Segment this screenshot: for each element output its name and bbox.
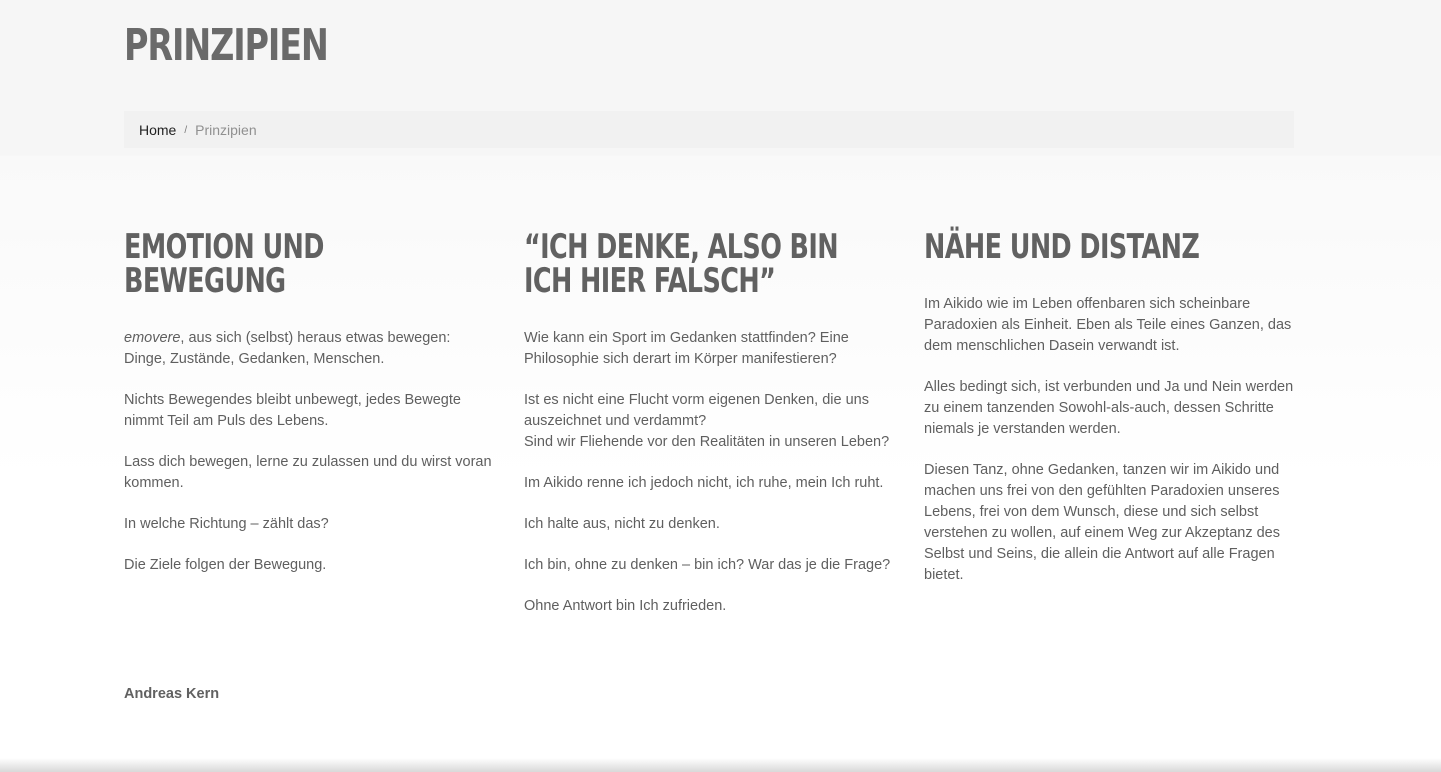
column-paragraph: Wie kann ein Sport im Gedanken stattfinden? Eine Philosophie sich derart im Körper manifestieren? — [524, 330, 849, 367]
column-paragraph: Nichts Bewegendes bleibt unbewegt, jedes Bewegte nimmt Teil am Puls des Lebens. — [124, 392, 461, 429]
column-paragraph: Im Aikido wie im Leben offenbaren sich scheinbare Paradoxien als Einheit. Eben als Teile eines Ganzen, das dem menschlichen Dasein verwandt ist. — [924, 296, 1292, 354]
column-paragraph: In welche Richtung – zählt das? — [124, 516, 329, 532]
column-heading: NÄHE UND DISTANZ — [924, 227, 1200, 267]
paragraph-line: Ist es nicht eine Flucht vorm eigenen Denken, die uns auszeichnet und verdammt? — [524, 392, 869, 429]
column-paragraph: Diesen Tanz, ohne Gedanken, tanzen wir im Aikido und machen uns frei von den gefühlten Paradoxien unseres Lebens, frei von dem Wunsch, diese und sich selbst verstehen zu wollen, auf einem Weg zur Akzeptanz des Selbst und Seins, die allein die Antwort auf alle Fragen bietet. — [924, 462, 1280, 583]
author-name: Andreas Kern — [124, 686, 220, 702]
page-title: PRINZIPIEN — [124, 20, 328, 71]
paragraph-line: Sind wir Fliehende vor den Realitäten in unseren Leben? — [524, 434, 890, 450]
breadcrumb-current: Prinzipien — [195, 121, 257, 138]
column-paragraph: Alles bedingt sich, ist verbunden und Ja und Nein werden zu einem tanzenden Sowohl-als-auch, dessen Schritte niemals je verstanden werden. — [924, 379, 1294, 437]
breadcrumb — [124, 111, 1294, 148]
column-heading: EMOTION UND BEWEGUNG — [124, 227, 324, 301]
column-paragraph: Ich halte aus, nicht zu denken. — [524, 516, 720, 532]
column-paragraph — [124, 328, 494, 370]
column-denken — [524, 227, 894, 637]
breadcrumb-separator: / — [184, 125, 188, 136]
column-paragraph: Lass dich bewegen, lerne zu zulassen und du wirst voran kommen. — [124, 454, 492, 491]
column-paragraph: Die Ziele folgen der Bewegung. — [124, 557, 327, 573]
column-heading: “ICH DENKE, ALSO BIN ICH HIER FALSCH” — [524, 227, 839, 301]
column-paragraph — [524, 390, 894, 453]
breadcrumb-home-link[interactable]: Home — [139, 121, 177, 138]
intro-text: , aus sich (selbst) heraus etwas bewegen: Dinge, Zustände, Gedanken, Menschen. — [124, 330, 451, 367]
intro-emphasis: emovere — [124, 330, 181, 346]
column-naehe — [924, 227, 1294, 606]
column-paragraph: Ohne Antwort bin Ich zufrieden. — [524, 598, 727, 614]
footer-shadow — [0, 758, 1441, 772]
column-paragraph: Im Aikido renne ich jedoch nicht, ich ruhe, mein Ich ruht. — [524, 475, 884, 491]
column-emotion — [124, 227, 494, 596]
column-paragraph: Ich bin, ohne zu denken – bin ich? War das je die Frage? — [524, 557, 891, 573]
